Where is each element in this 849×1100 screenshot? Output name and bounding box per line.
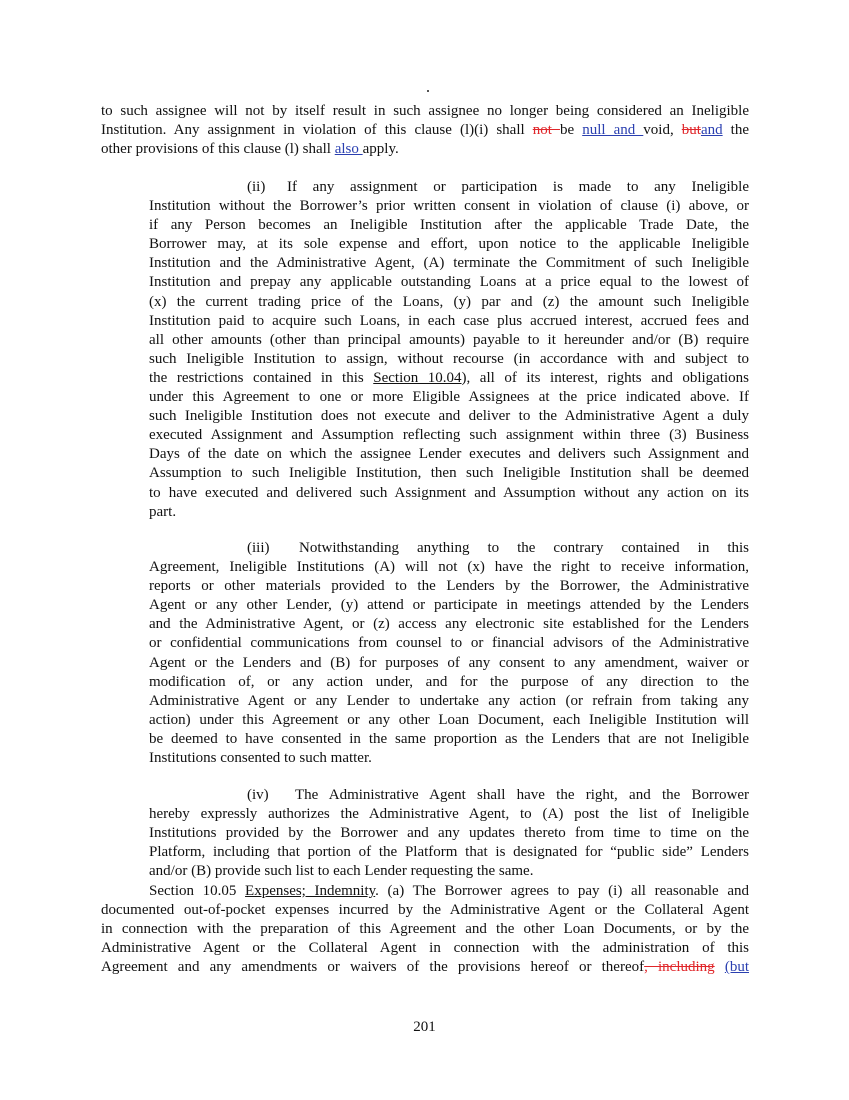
text-line: if any Person becomes an Ineligible Institution after the applicable Trade Date, the: [149, 217, 749, 234]
text-line: and/or (B) provide such list to each Lender requesting the same.: [149, 863, 534, 880]
text-line: Agent or any other Lender, (y) attend or participate in meetings attended by the Lenders: [149, 597, 749, 614]
text-line: (ii) If any assignment or participation is made to any Ineligible: [149, 178, 749, 197]
text-line: Days of the date on which the assignee Lender executes and delivers such Assignment and: [149, 446, 749, 463]
text-line: Institution without the Borrower’s prior written consent in violation of clause (i) above, or: [149, 198, 749, 215]
text-line: such Ineligible Institution to assign, without recourse (in accordance with and subject to: [149, 350, 749, 367]
text-line: to have executed and delivered such Assignment and Assumption without any action on its: [149, 484, 749, 501]
section-reference: Section 10.04: [373, 369, 462, 386]
text-line: Agent or the Lenders and (B) for purposes of any consent to any amendment, waiver or: [149, 654, 749, 671]
text-line: Administrative Agent or any Lender to undertake any action (or refrain from taking any: [149, 692, 749, 709]
section-number: Section 10.05: [149, 883, 237, 899]
deleted-text: not: [532, 122, 560, 139]
clause-number: (iii): [247, 540, 270, 556]
text-line: Assumption to such Ineligible Institution, then such Ineligible Institution shall be deemed: [149, 465, 749, 482]
text-line: to such assignee will not by itself result in such assignee no longer being considered an Ineligible: [101, 103, 749, 119]
text-line: Agreement, Ineligible Institutions (A) will not (x) have the right to receive information,: [149, 559, 749, 576]
text-line: be deemed to have consented in the same proportion as the Lenders that are not Ineligible: [149, 730, 749, 747]
text-line: in connection with the preparation of this Agreement and the other Loan Documents, or by the: [101, 921, 749, 938]
scan-artifact-dot: [427, 90, 429, 92]
text-line: Institution and prepay any applicable outstanding Loans at a price equal to the lowest of: [149, 274, 749, 291]
text-line: Institution and the Administrative Agent, (A) terminate the Commitment of such Ineligible: [149, 255, 749, 272]
text-line: (x) the current trading price of the Loans, (y) par and (z) the amount such Ineligible: [149, 293, 749, 310]
text-line: modification of, or any action under, and for the purpose of any direction to the: [149, 673, 749, 690]
text-line: such Ineligible Institution does not execute and deliver to the Administrative Agent a duly: [149, 408, 749, 425]
text-line: documented out-of-pocket expenses incurred by the Administrative Agent or the Collateral Agent: [101, 902, 749, 919]
page-number: 201: [413, 1019, 436, 1035]
text-line: Platform, including that portion of the Platform that is designated for “public side” Lenders: [149, 844, 749, 861]
text-line: action) under this Agreement or any other Loan Document, each Ineligible Institution will: [149, 711, 749, 728]
text-line: (iv) The Administrative Agent shall have the right, and the Borrower: [149, 786, 749, 805]
inserted-text: and: [700, 122, 723, 139]
text-line: the restrictions contained in this Section 10.04), all of its interest, rights and obligations: [149, 369, 750, 386]
text-line: Institutions provided by the Borrower and any updates thereto from time to time on the: [149, 825, 749, 842]
text-line: or confidential communications from counsel to or financial advisors of the Administrative: [149, 635, 749, 652]
clause-number: (ii): [247, 179, 266, 195]
text-line: under this Agreement to one or more Eligible Assignees at the price indicated above. If: [149, 389, 749, 406]
text-line: hereby expressly authorizes the Administrative Agent, to (A) post the list of Ineligible: [149, 806, 749, 823]
text-line: Borrower may, at its sole expense and effort, upon notice to the applicable Ineligible: [149, 236, 749, 253]
deleted-text: but: [681, 122, 701, 139]
text-line: reports or other materials provided to the Lenders by the Borrower, the Administrative: [149, 578, 749, 595]
paragraph-iv: [149, 786, 749, 881]
text-line: Institution paid to acquire such Loans, in each case plus accrued interest, accrued fees and: [149, 312, 749, 329]
text-line: Section 10.05 Expenses; Indemnity. (a) The Borrower agrees to pay (i) all reasonable and: [149, 883, 750, 899]
deleted-text: , including: [644, 959, 715, 976]
text-line: (iii) Notwithstanding anything to the contrary contained in this: [149, 539, 749, 558]
paragraph-ii: [149, 178, 749, 522]
inserted-text: (but: [724, 959, 749, 976]
paragraph-iii: [149, 539, 749, 768]
text-line: other provisions of this clause (l) shall also apply.: [101, 141, 399, 158]
inserted-text: null and: [582, 122, 644, 139]
section-heading: Expenses; Indemnity: [245, 883, 376, 899]
text-line: executed Assignment and Assumption reflecting such assignment within three (3) Business: [149, 427, 749, 444]
section-10-05: [101, 882, 749, 977]
text-line: and the Administrative Agent, or (z) access any electronic site established for the Lenders: [149, 616, 749, 633]
text-line: Institution. Any assignment in violation of this clause (l)(i) shall not be null and void, butand the: [101, 122, 750, 139]
text-line: Administrative Agent or the Collateral Agent in connection with the administration of this: [101, 940, 749, 957]
paragraph-continuation: [101, 102, 749, 159]
text-line: Institutions consented to such matter.: [149, 750, 372, 767]
inserted-text: also: [334, 141, 363, 158]
text-line: part.: [149, 503, 177, 520]
text-line: all other amounts (other than principal amounts) payable to it hereunder and/or (B) require: [149, 331, 749, 348]
clause-number: (iv): [247, 787, 269, 803]
text-line: Agreement and any amendments or waivers of the provisions hereof or thereof, including (but: [101, 959, 749, 976]
